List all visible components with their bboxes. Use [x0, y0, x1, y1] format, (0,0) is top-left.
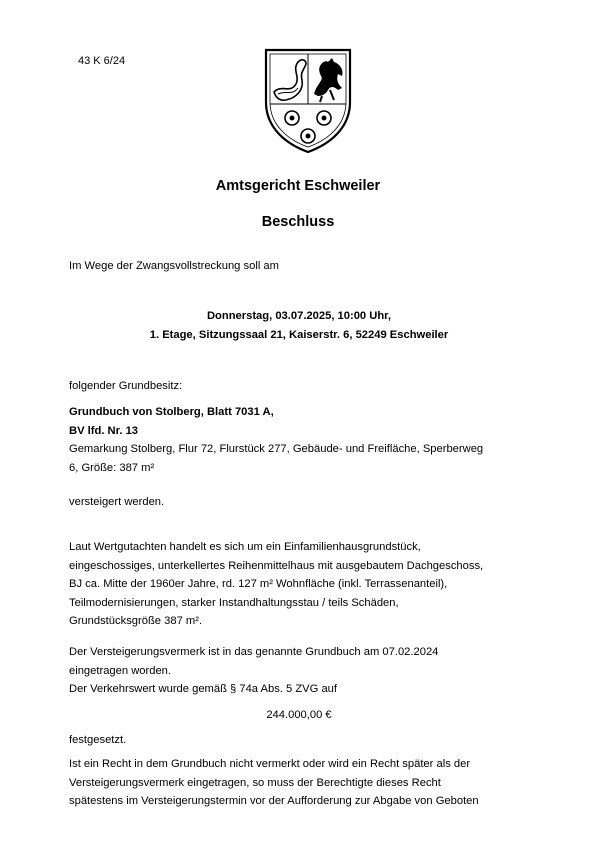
value-amount: 244.000,00 € — [266, 709, 332, 721]
register-line: Grundbuch von Stolberg, Blatt 7031 A, — [69, 406, 274, 418]
document-title: Beschluss — [261, 214, 335, 230]
property-description-line: 6, Größe: 387 m² — [69, 461, 155, 474]
appraisal-line: Teilmodernisierungen, starker Instandhaltungsstau / teils Schäden, — [69, 596, 399, 609]
case-number: 43 K 6/24 — [78, 55, 126, 67]
property-description-line: Gemarkung Stolberg, Flur 72, Flurstück 277, Gebäude- und Freifläche, Sperberweg — [69, 443, 484, 456]
appointment-location: 1. Etage, Sitzungssaal 21, Kaiserstr. 6, 52249 Eschweiler — [149, 329, 449, 341]
appraisal-line: Grundstücksgröße 387 m². — [69, 615, 203, 628]
registration-line: Der Versteigerungsvermerk ist in das genannte Grundbuch am 07.02.2024 — [69, 646, 439, 658]
coat-of-arms-icon — [260, 44, 356, 156]
appointment-date: Donnerstag, 03.07.2025, 10:00 Uhr, — [206, 310, 392, 322]
appointment-block — [69, 307, 529, 345]
registration-paragraph — [69, 643, 529, 680]
appraisal-line: BJ ca. Mitte der 1960er Jahre, rd. 127 m² Wohnfläche (inkl. Terrassenanteil), — [69, 578, 448, 591]
appraisal-line: Laut Wertgutachten handelt es sich um ein Einfamilienhausgrundstück, — [69, 541, 421, 553]
auction-phrase: versteigert werden. — [69, 496, 165, 508]
property-label: folgender Grundbesitz: — [69, 380, 183, 392]
bv-line: BV lfd. Nr. 13 — [69, 424, 139, 437]
appraisal-line: eingeschossiges, unterkellertes Reihenmittelhaus mit ausgebautem Dachgeschoss, — [69, 559, 484, 572]
value-intro: Der Verkehrswert wurde gemäß § 74a Abs. 5 ZVG auf — [69, 683, 338, 695]
rights-paragraph — [69, 755, 529, 811]
intro-text: Im Wege der Zwangsvollstreckung soll am — [69, 260, 279, 272]
rights-line: spätestens im Versteigerungstermin vor der Aufforderung zur Abgabe von Geboten — [69, 795, 479, 808]
rights-line: Ist ein Recht in dem Grundbuch nicht vermerkt oder wird ein Recht später als der — [69, 758, 471, 770]
property-block — [69, 403, 529, 477]
value-outro: festgesetzt. — [69, 734, 127, 746]
appraisal-paragraph — [69, 538, 529, 631]
registration-line: eingetragen worden. — [69, 664, 172, 677]
court-name: Amtsgericht Eschweiler — [215, 178, 381, 194]
rights-line: Versteigerungsvermerk eingetragen, so muss der Berechtigte dieses Recht — [69, 776, 441, 789]
